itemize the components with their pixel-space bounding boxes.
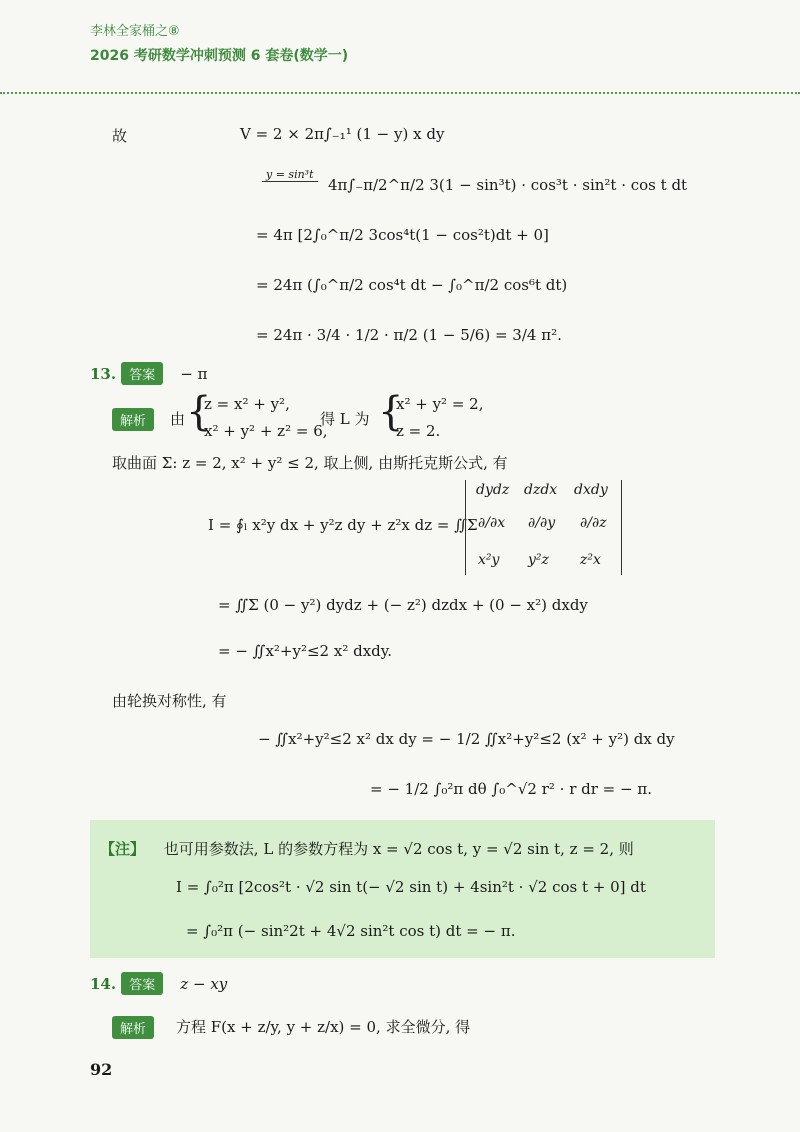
note-tag: 【注】 [100, 840, 146, 858]
note-line-2: = ∫₀²π (− sin²2t + 4√2 sin²t cos t) dt = − π. [186, 922, 516, 940]
symmetry-sentence: 由轮换对称性, 有 [112, 692, 227, 710]
det-cell: z²x [580, 552, 601, 568]
q14-text: 方程 F(x + z/y, y + z/x) = 0, 求全微分, 得 [176, 1018, 471, 1036]
det-cell: ∂/∂y [528, 515, 556, 531]
system-brace-2: { [378, 389, 404, 435]
det-cell: dxdy [574, 482, 608, 498]
q13-answer: − π [180, 365, 208, 383]
stokes-line-b: = − ∬x²+y²≤2 x² dxdy. [218, 642, 393, 660]
stokes-equation: I = ∮ₗ x²y dx + y²z dy + z²x dz = ∬Σ [208, 516, 478, 534]
det-cell: ∂/∂x [478, 515, 506, 531]
therefore-word: 故 [112, 127, 128, 145]
volume-line-3: = 4π [2∫₀^π/2 3cos⁴t(1 − cos²t)dt + 0] [256, 226, 549, 244]
det-cell: ∂/∂z [580, 515, 607, 531]
symmetry-line-1: − ∬x²+y²≤2 x² dx dy = − 1/2 ∬x²+y²≤2 (x² + y²) dx dy [258, 730, 675, 748]
q13-answer-row [90, 362, 208, 385]
system1-eq1: z = x² + y², [204, 395, 290, 413]
q13-you-word: 由 [170, 410, 186, 428]
q13-answer-tag: 答案 [121, 362, 163, 385]
q14-answer-tag: 答案 [121, 972, 163, 995]
q13-number: 13. [90, 365, 117, 383]
get-L-text: 得 L 为 [320, 410, 370, 428]
note-line-intro [100, 838, 634, 859]
q13-analysis-tag: 解析 [112, 408, 154, 431]
stokes-determinant [465, 480, 622, 575]
header-divider [0, 92, 800, 94]
symmetry-line-2: = − 1/2 ∫₀²π dθ ∫₀^√2 r² · r dr = − π. [370, 780, 652, 798]
det-cell: y²z [528, 552, 549, 568]
volume-line-2: 4π∫₋π/2^π/2 3(1 − sin³t) · cos³t · sin²t · cos t dt [328, 176, 688, 194]
book-title: 2026 考研数学冲刺预测 6 套卷(数学一) [90, 48, 349, 64]
q14-number: 14. [90, 975, 117, 993]
system-brace-1: { [186, 389, 212, 435]
book-series-label: 李林全家桶之⑧ [90, 24, 180, 39]
volume-line-4: = 24π (∫₀^π/2 cos⁴t dt − ∫₀^π/2 cos⁶t dt) [256, 276, 568, 294]
system2-eq1: x² + y² = 2, [396, 395, 484, 413]
det-cell: x²y [478, 552, 500, 568]
volume-line-1: V = 2 × 2π∫₋₁¹ (1 − y) x dy [240, 125, 445, 143]
page-number: 92 [90, 1060, 113, 1079]
q14-answer-row [90, 972, 227, 995]
system1-eq2: x² + y² + z² = 6, [204, 422, 328, 440]
note-text: 也可用参数法, L 的参数方程为 x = √2 cos t, y = √2 sin t, z = 2, 则 [163, 840, 634, 858]
substitution-label: y = sin³t [262, 168, 318, 182]
surface-sentence: 取曲面 Σ: z = 2, x² + y² ≤ 2, 取上侧, 由斯托克斯公式, 有 [112, 454, 508, 472]
det-cell: dzdx [524, 482, 558, 498]
stokes-line-a: = ∬Σ (0 − y²) dydz + (− z²) dzdx + (0 − x²) dxdy [218, 596, 588, 614]
q14-answer: z − xy [180, 975, 228, 993]
det-cell: dydz [476, 482, 510, 498]
note-line-1: I = ∫₀²π [2cos²t · √2 sin t(− √2 sin t) + 4sin²t · √2 cos t + 0] dt [176, 878, 646, 896]
volume-line-5: = 24π · 3/4 · 1/2 · π/2 (1 − 5/6) = 3/4 π². [256, 326, 562, 344]
q14-analysis-tag: 解析 [112, 1016, 154, 1039]
system2-eq2: z = 2. [396, 422, 441, 440]
